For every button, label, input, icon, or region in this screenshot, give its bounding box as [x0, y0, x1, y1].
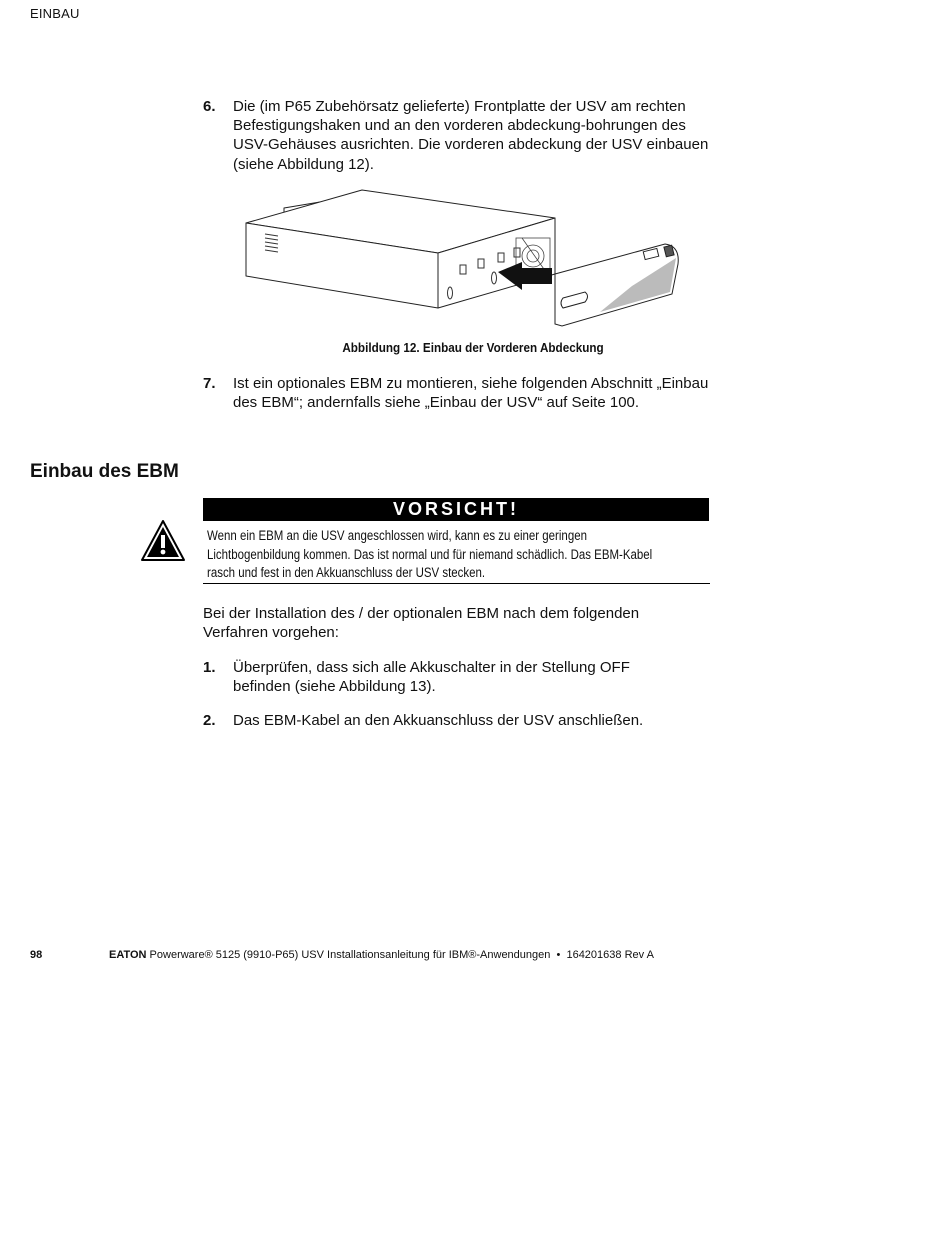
step-text: Das EBM-Kabel an den Akkuanschluss der USV anschließen.: [233, 712, 644, 729]
step-number: 1.: [203, 659, 216, 676]
step-text: Überprüfen, dass sich alle Akkuschalter in der Stellung OFF befinden (siehe Abbildung 13).: [233, 659, 630, 696]
step-1: [203, 658, 643, 696]
figure-caption: Abbildung 12. Einbau der Vorderen Abdeckung: [342, 340, 604, 355]
page-number: 98: [30, 949, 43, 961]
caution-message: Wenn ein EBM an die USV angeschlossen wird, kann es zu einer geringen Lichtbogenbildung kommen. Das ist normal und für niemand schädlich. Das EBM-Kabel rasch und fest in den Akkuanschluss der USV stecken.: [207, 528, 653, 580]
step-number: 6.: [203, 98, 216, 115]
footer-description: Powerware® 5125 (9910-P65) USV Installationsanleitung für IBM®-Anwendungen • 164201638 Rev A: [146, 949, 654, 961]
warning-triangle-icon: [140, 519, 186, 563]
intro-paragraph: Bei der Installation des / der optionalen EBM nach dem folgenden Verfahren vorgehen:: [203, 605, 640, 642]
caution-divider: [203, 583, 710, 584]
section-heading: Einbau des EBM: [30, 461, 179, 482]
step-text: Ist ein optionales EBM zu montieren, siehe folgenden Abschnitt „Einbau des EBM“; andernfalls siehe „Einbau der USV“ auf Seite 100.: [233, 375, 709, 412]
footer-brand: EATON: [109, 949, 147, 961]
step-number: 7.: [203, 375, 216, 392]
front-cover-installation-figure: [240, 186, 680, 334]
footer-text: [109, 949, 654, 961]
step-6: [203, 97, 723, 174]
step-text: Die (im P65 Zubehörsatz gelieferte) Frontplatte der USV am rechten Befestigungshaken und an den vorderen abdeckung-bohrungen des USV-Gehäuses ausrichten. Die vorderen abdeckung der USV einbauen (siehe Abbildung 12).: [233, 98, 709, 173]
step-2: [203, 711, 723, 730]
running-header: EINBAU: [30, 6, 80, 21]
step-number: 2.: [203, 712, 216, 729]
step-7: [203, 374, 723, 412]
caution-banner: VORSICHT!: [203, 498, 709, 521]
